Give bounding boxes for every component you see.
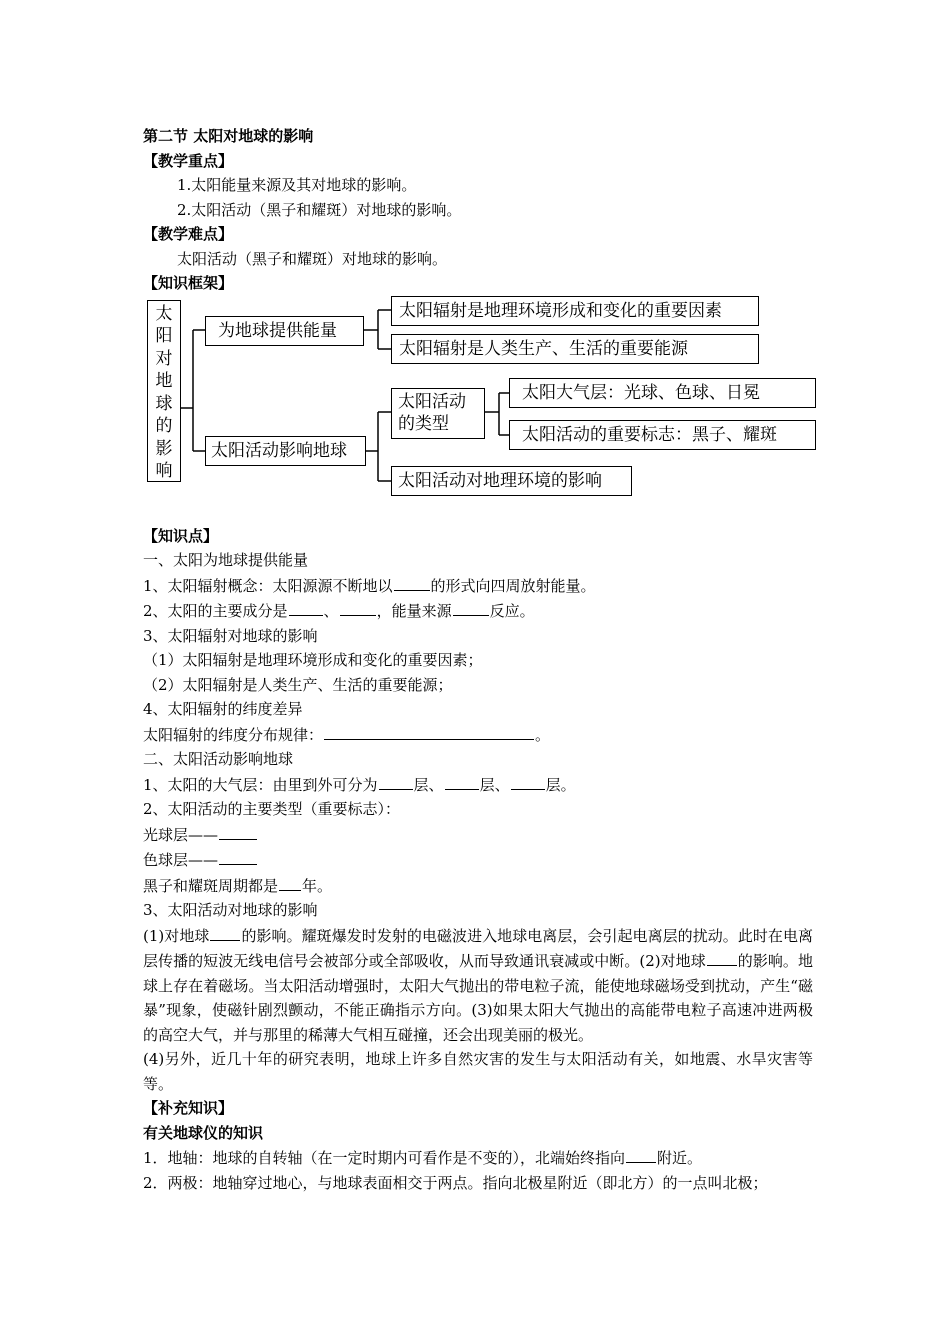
connector-branch2 <box>366 412 391 481</box>
text: 的影响。耀斑爆发时发射的电磁波进入地球电离层，会引起电离层的扰动。此时在电离层传播的短波无线电信号会被部分或全部吸收，从而导致通讯衰减或中断。(2)对地球 <box>143 926 813 970</box>
fill-blank <box>394 573 430 591</box>
branch-activity-label: 太阳活动影响地球 <box>211 440 347 461</box>
text: 层、 <box>479 775 510 794</box>
supplement-heading: 【补充知识】 <box>143 1099 234 1117</box>
supplement-item-2: 2．两极：地轴穿过地心，与地球表面相交于两点。指向北极星附近（即北方）的一点叫北极； <box>143 1173 768 1192</box>
difficulty-heading: 【教学难点】 <box>143 225 234 243</box>
section-title: 第二节 太阳对地球的影响 <box>143 127 314 145</box>
leaf-atmosphere-label: 太阳大气层：光球、色球、日冕 <box>522 382 760 403</box>
text: ，能量来源 <box>376 602 452 620</box>
point-2-2-a <box>143 822 813 848</box>
points-section-2: 二、太阳活动影响地球 <box>143 750 294 768</box>
point-1-4-a <box>143 722 813 748</box>
point-2-2-c <box>143 873 813 899</box>
point-2-1 <box>143 772 813 798</box>
fill-blank <box>379 772 413 790</box>
text: 。 <box>535 725 551 744</box>
connector-sub2 <box>485 393 509 435</box>
text: 层。 <box>545 775 576 794</box>
fill-blank <box>289 598 323 616</box>
fill-blank <box>219 822 257 840</box>
leaf-markers-box <box>509 420 816 450</box>
leaf-radiation-environment-label: 太阳辐射是地理环境形成和变化的重要因素 <box>399 300 722 321</box>
leaf-activity-effect-box <box>391 466 632 496</box>
connector-root <box>181 330 205 451</box>
root-label: 太阳对地球的影响 <box>155 303 173 481</box>
root-box <box>147 300 181 482</box>
supplement-subtitle: 有关地球仪的知识 <box>143 1123 264 1142</box>
text: 太阳辐射的纬度分布规律： <box>143 725 324 744</box>
fill-blank <box>324 722 534 740</box>
text: 黑子和耀斑周期都是 <box>143 876 279 895</box>
focus-item-1: 1.太阳能量来源及其对地球的影响。 <box>177 176 417 194</box>
fill-blank <box>340 598 376 616</box>
fill-blank <box>279 873 301 891</box>
leaf-radiation-energy-label: 太阳辐射是人类生产、生活的重要能源 <box>399 338 688 359</box>
text: 1、太阳的大气层：由里到外可分为 <box>143 775 378 794</box>
text: 的影响。地球上存在着磁场。当太阳活动增强时，太阳大气抛出的带电粒子流，能使地球磁场受到扰动，产生“磁暴”现象，使磁针剧烈颤动，不能正确指示方向。(3)如果太阳大气抛出的高能带电粒子高速冲进两极的高空大气，并与那里的稀薄大气相互碰撞，还会出现美丽的极光。 <box>143 952 813 1044</box>
text: 反应。 <box>489 602 535 620</box>
text: 光球层—— <box>143 825 219 844</box>
point-1-4: 4、太阳辐射的纬度差异 <box>143 700 303 718</box>
knowledge-framework-diagram <box>141 298 821 510</box>
fill-blank <box>445 772 479 790</box>
sub-activity-types-label: 太阳活动的类型 <box>398 391 466 434</box>
sub-activity-types-box <box>391 388 485 439</box>
leaf-radiation-environment-box <box>391 296 759 326</box>
point-2-2: 2、太阳活动的主要类型（重要标志）： <box>143 800 401 818</box>
fill-blank <box>210 923 240 941</box>
fill-blank <box>511 772 545 790</box>
points-section-1: 一、太阳为地球提供能量 <box>143 551 309 569</box>
point-1-3-a: （1）太阳辐射是地理环境形成和变化的重要因素； <box>143 651 483 669</box>
fill-blank <box>453 598 489 616</box>
supplement-item-1 <box>143 1145 813 1171</box>
connector-branch1 <box>364 310 391 349</box>
leaf-atmosphere-box <box>509 378 816 408</box>
branch-activity-box <box>205 436 366 466</box>
fill-blank <box>626 1145 656 1163</box>
point-1-2 <box>143 598 813 624</box>
point-1-3-b: （2）太阳辐射是人类生产、生活的重要能源； <box>143 675 453 694</box>
text: 、 <box>323 602 339 620</box>
document-page <box>143 124 813 1195</box>
branch-energy-box <box>205 316 364 346</box>
text: (1)对地球 <box>143 926 210 945</box>
focus-item-2: 2.太阳活动（黑子和耀斑）对地球的影响。 <box>177 200 462 219</box>
text: 1．地轴：地球的自转轴（在一定时期内可看作是不变的），北端始终指向 <box>143 1149 626 1167</box>
text: 色球层—— <box>143 851 219 869</box>
fill-blank <box>219 847 257 865</box>
leaf-radiation-energy-box <box>391 334 759 364</box>
point-2-2-b <box>143 847 813 873</box>
leaf-activity-effect-label: 太阳活动对地理环境的影响 <box>398 470 602 491</box>
point-1-3: 3、太阳辐射对地球的影响 <box>143 626 318 645</box>
text: 2、太阳的主要成分是 <box>143 602 288 620</box>
leaf-markers-label: 太阳活动的重要标志：黑子、耀斑 <box>522 424 777 445</box>
branch-energy-label: 为地球提供能量 <box>218 320 337 341</box>
text: 附近。 <box>657 1149 703 1167</box>
text: 1、太阳辐射概念：太阳源源不断地以 <box>143 576 393 595</box>
text: 年。 <box>302 876 333 895</box>
text: 层、 <box>413 775 444 794</box>
point-2-3: 3、太阳活动对地球的影响 <box>143 901 318 919</box>
fill-blank <box>707 948 737 966</box>
point-2-3-paragraph-1 <box>143 923 813 1048</box>
difficulty-text: 太阳活动（黑子和耀斑）对地球的影响。 <box>177 249 448 268</box>
point-1-1 <box>143 573 813 599</box>
point-2-3-paragraph-2: (4)另外，近几十年的研究表明，地球上许多自然灾害的发生与太阳活动有关，如地震、水旱灾害等等。 <box>143 1050 813 1093</box>
focus-heading: 【教学重点】 <box>143 151 234 170</box>
text: 的形式向四周放射能量。 <box>430 576 596 595</box>
points-heading: 【知识点】 <box>143 526 219 545</box>
framework-heading: 【知识框架】 <box>143 274 234 292</box>
